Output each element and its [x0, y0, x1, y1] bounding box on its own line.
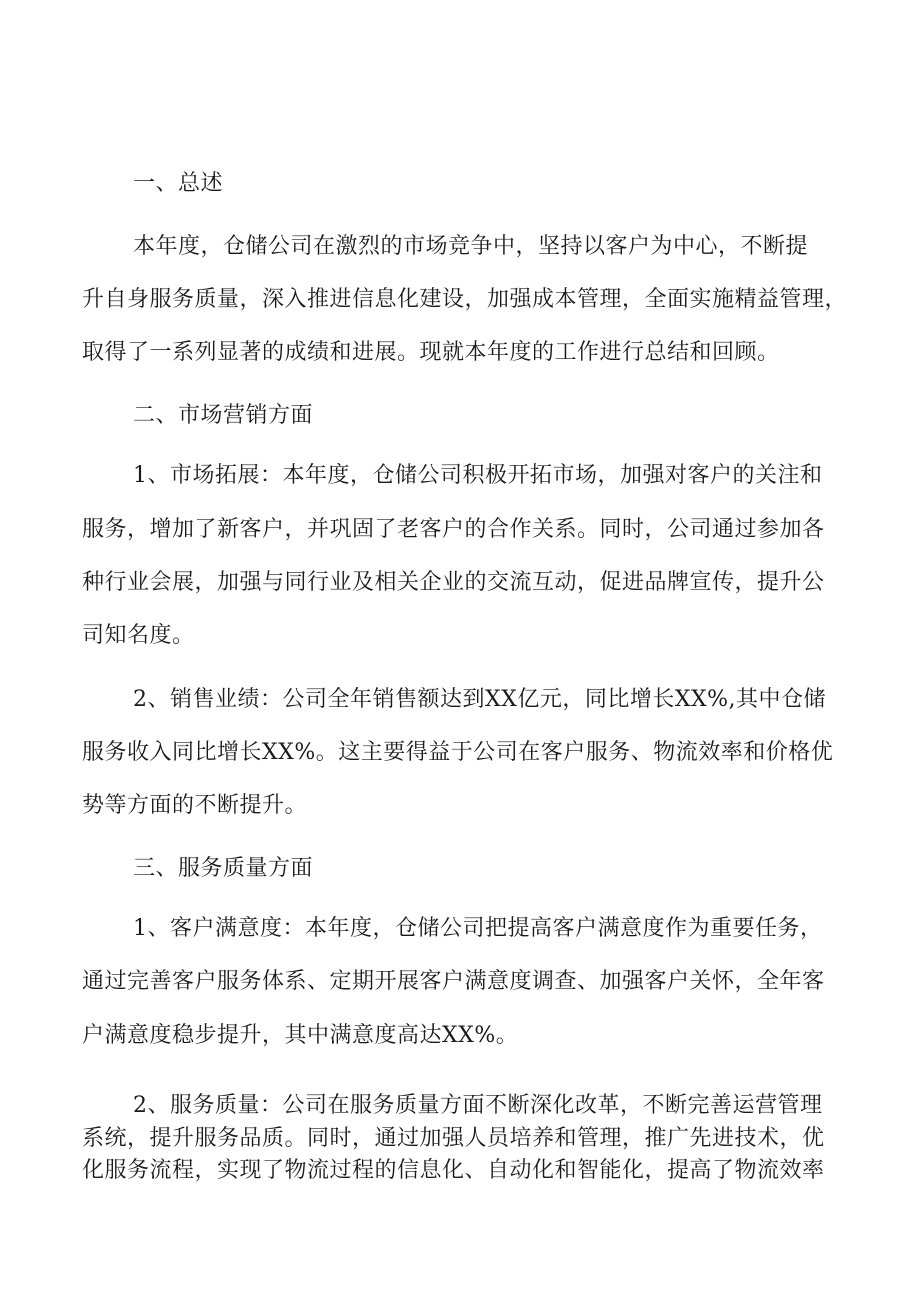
- paragraph-line: 通过完善客户服务体系、定期开展客户满意度调查、加强客户关怀，全年客: [82, 969, 825, 994]
- paragraph-line: 化服务流程，实现了物流过程的信息化、自动化和智能化，提高了物流效率: [82, 1158, 825, 1183]
- section-heading: 二、市场营销方面: [133, 403, 314, 428]
- section-heading: 一、总述: [133, 171, 224, 196]
- paragraph-line: 升自身服务质量，深入推进信息化建设，加强成本管理，全面实施精益管理，: [82, 287, 848, 312]
- paragraph-line: 服务，增加了新客户，并巩固了老客户的合作关系。同时，公司通过参加各: [82, 517, 825, 542]
- paragraph-line: 本年度，仓储公司在激烈的市场竞争中，坚持以客户为中心，不断提: [133, 234, 809, 259]
- paragraph-line: 取得了一系列显著的成绩和进展。现就本年度的工作进行总结和回顾。: [82, 340, 780, 365]
- paragraph-line: 1、客户满意度：本年度，仓储公司把提高客户满意度作为重要任务，: [133, 916, 823, 941]
- paragraph-line: 户满意度稳步提升，其中满意度高达XX%。: [82, 1023, 519, 1048]
- paragraph-line: 种行业会展，加强与同行业及相关企业的交流互动，促进品牌宣传，提升公: [82, 570, 825, 595]
- paragraph-line: 服务收入同比增长XX%。这主要得益于公司在客户服务、物流效率和价格优: [82, 740, 834, 765]
- paragraph-line: 2、销售业绩：公司全年销售额达到XX亿元，同比增长XX%,其中仓储: [133, 687, 827, 712]
- paragraph-line: 2、服务质量：公司在服务质量方面不断深化改革，不断完善运营管理: [133, 1093, 823, 1118]
- paragraph-line: 司知名度。: [82, 623, 195, 648]
- paragraph-line: 1、市场拓展：本年度，仓储公司积极开拓市场，加强对客户的关注和: [133, 463, 823, 488]
- paragraph-line: 势等方面的不断提升。: [82, 793, 308, 818]
- paragraph-line: 系统，提升服务品质。同时，通过加强人员培养和管理，推广先进技术，优: [82, 1126, 825, 1151]
- section-heading: 三、服务质量方面: [133, 856, 314, 881]
